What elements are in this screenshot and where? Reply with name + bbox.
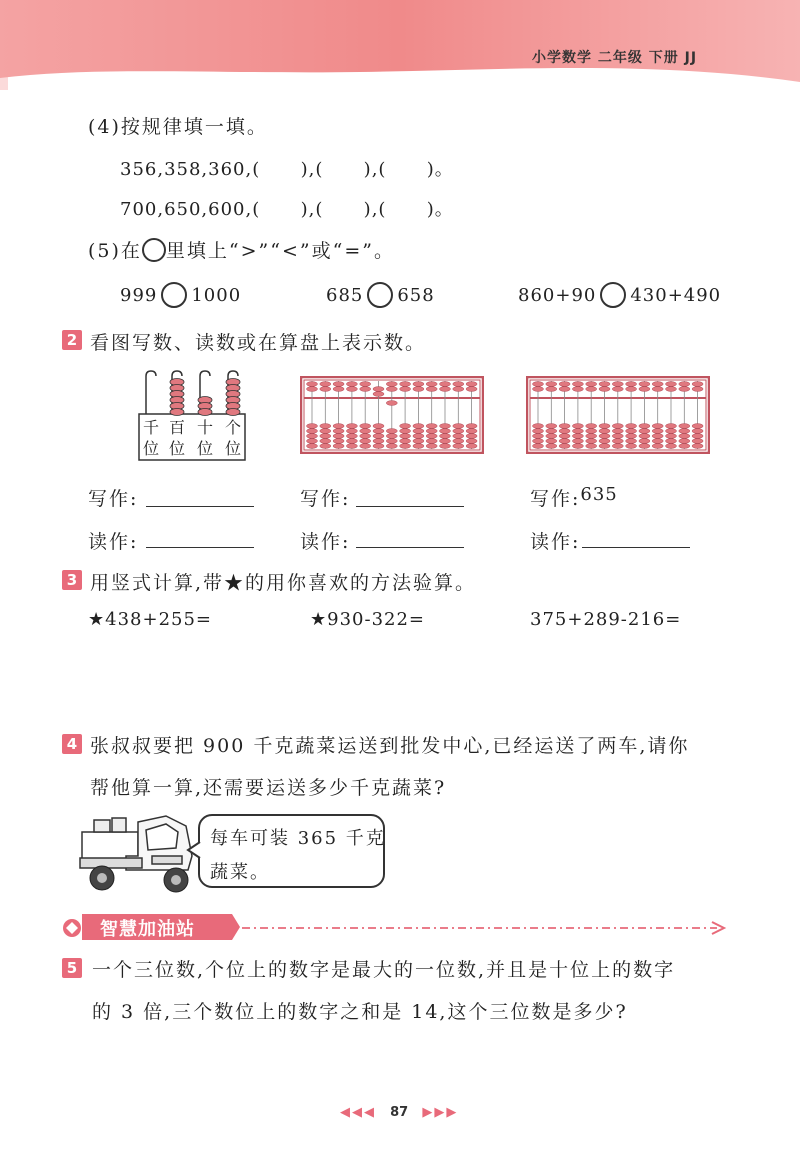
q5-sub-title-prefix: (5)在	[88, 240, 142, 262]
abacus-bead	[652, 434, 663, 439]
abacus-bead	[360, 429, 371, 434]
abacus-bead	[533, 444, 544, 449]
abacus-bead	[307, 434, 318, 439]
q4-badge: 4	[62, 734, 82, 754]
abacus-bead	[400, 429, 411, 434]
abacus-bead	[533, 387, 544, 392]
abacus-bead	[652, 424, 663, 429]
abacus-bead	[639, 434, 650, 439]
abacus-bead	[533, 439, 544, 444]
footer	[340, 1105, 458, 1120]
abacus-bead	[426, 429, 437, 434]
abacus-bead	[413, 444, 424, 449]
abacus-bead	[413, 424, 424, 429]
abacus-bead	[586, 424, 597, 429]
abacus-bead	[626, 387, 637, 392]
abacus-label: 位	[142, 439, 160, 458]
compare-right: 658	[397, 284, 435, 306]
read-label-2: 读作:	[300, 531, 351, 553]
abacus-bead	[440, 424, 451, 429]
abacus-bead	[679, 439, 690, 444]
abacus-bead	[320, 439, 331, 444]
read-blank-2[interactable]	[356, 546, 464, 548]
abacus-bead	[373, 392, 384, 397]
abacus-bead	[599, 382, 610, 387]
abacus-bead	[572, 424, 583, 429]
abacus-bead	[586, 439, 597, 444]
abacus-bead	[453, 387, 464, 392]
abacus-bead	[533, 382, 544, 387]
abacus-bead	[346, 424, 357, 429]
abacus-bead	[599, 387, 610, 392]
abacus-bead	[426, 382, 437, 387]
compare-item-1	[120, 282, 241, 308]
read-blank-1[interactable]	[146, 546, 254, 548]
abacus-label: 个	[224, 418, 242, 437]
read-label-1: 读作:	[88, 531, 139, 553]
abacus-bead	[307, 387, 318, 392]
abacus-bead	[679, 434, 690, 439]
abacus-bead	[453, 434, 464, 439]
abacus-bead	[307, 439, 318, 444]
abacus-bead	[546, 444, 557, 449]
header-title: 小学数学 二年级 下册 JJ	[532, 50, 698, 66]
abacus-bead	[400, 439, 411, 444]
section-title: 智慧加油站	[100, 919, 195, 940]
abacus-bead	[426, 387, 437, 392]
abacus-bead	[586, 382, 597, 387]
abacus-label: 十	[196, 418, 214, 437]
abacus-bead	[599, 444, 610, 449]
abacus-bead	[440, 444, 451, 449]
abacus-bead	[466, 444, 477, 449]
q5-sub-title-suffix: 里填上“>”“<”或“=”。	[165, 240, 395, 262]
abacus-bead	[666, 444, 677, 449]
abacus-bead	[307, 429, 318, 434]
abacus-bead	[666, 434, 677, 439]
abacus-bead	[386, 401, 397, 406]
abacus-bead	[572, 429, 583, 434]
abacus-bead	[692, 429, 703, 434]
abacus-bead	[453, 424, 464, 429]
abacus-bead	[666, 429, 677, 434]
abacus-bead	[639, 444, 650, 449]
abacus-bead	[333, 429, 344, 434]
page-number: 87	[390, 1105, 409, 1120]
abacus-bead	[386, 439, 397, 444]
abacus-bead	[546, 382, 557, 387]
abacus-bead	[426, 444, 437, 449]
abacus-bead	[400, 387, 411, 392]
abacus-label: 千	[142, 418, 160, 437]
q5-line-1: 一个三位数,个位上的数字是最大的一位数,并且是十位上的数字	[92, 959, 676, 981]
abacus-bead	[572, 444, 583, 449]
abacus-label: 位	[196, 439, 214, 458]
abacus-bead	[666, 424, 677, 429]
abacus-bead	[546, 429, 557, 434]
abacus-bead	[692, 439, 703, 444]
write-label-3: 写作:	[530, 488, 581, 510]
bubble-line-1: 每车可装 365 千克	[210, 828, 386, 849]
abacus-bead	[599, 429, 610, 434]
write-value-3: 635	[580, 484, 618, 505]
abacus-bead	[679, 382, 690, 387]
abacus-bead	[586, 387, 597, 392]
abacus-bead	[626, 424, 637, 429]
abacus-bead	[679, 387, 690, 392]
abacus-bead	[559, 439, 570, 444]
abacus-bead	[320, 429, 331, 434]
abacus-bead	[466, 387, 477, 392]
calc-item-3: 375+289-216=	[530, 609, 682, 630]
abacus-bead	[612, 444, 623, 449]
footer-right-arrows-icon: ▶▶▶	[422, 1105, 459, 1120]
abacus-bead	[413, 382, 424, 387]
abacus-bead	[373, 429, 384, 434]
abacus-bead	[652, 439, 663, 444]
abacus-bead	[572, 434, 583, 439]
abacus-bead	[652, 429, 663, 434]
q4-line-2: 帮他算一算,还需要运送多少千克蔬菜?	[90, 777, 447, 799]
abacus-bead	[692, 424, 703, 429]
abacus-bead	[612, 387, 623, 392]
abacus-bead	[307, 382, 318, 387]
abacus-bead	[386, 434, 397, 439]
write-label-1: 写作:	[88, 488, 139, 510]
abacus-bead	[440, 439, 451, 444]
abacus-bead	[426, 439, 437, 444]
abacus-bead	[426, 434, 437, 439]
abacus-bead	[612, 434, 623, 439]
abacus-bead	[333, 439, 344, 444]
abacus-bead	[400, 444, 411, 449]
abacus-bead	[626, 439, 637, 444]
abacus-bead	[572, 387, 583, 392]
abacus-bead	[679, 424, 690, 429]
abacus-label: 位	[224, 439, 242, 458]
abacus-bead	[333, 387, 344, 392]
abacus-bead	[386, 429, 397, 434]
abacus-bead	[373, 424, 384, 429]
write-blank-1[interactable]	[146, 505, 254, 507]
abacus-bead	[639, 429, 650, 434]
write-label-2: 写作:	[300, 488, 351, 510]
compare-circle-icon	[142, 238, 166, 262]
abacus-bead	[360, 387, 371, 392]
calc-item-1: ★438+255=	[88, 609, 213, 630]
abacus-bead	[533, 429, 544, 434]
counting-frame-icon	[138, 368, 248, 462]
write-blank-2[interactable]	[356, 505, 464, 507]
abacus-bead	[692, 444, 703, 449]
bubble-tail	[186, 840, 202, 860]
compare-circle[interactable]	[367, 282, 393, 308]
abacus-bead	[586, 444, 597, 449]
abacus-bead	[612, 424, 623, 429]
abacus-bead	[572, 439, 583, 444]
q5-sub-title	[88, 236, 395, 263]
abacus-label: 位	[168, 439, 186, 458]
abacus-bead	[679, 444, 690, 449]
abacus-bead	[599, 434, 610, 439]
abacus-label: 百	[168, 418, 186, 437]
abacus-bead	[612, 439, 623, 444]
compare-right: 1000	[191, 284, 242, 306]
abacus-bead	[400, 424, 411, 429]
abacus-bead	[466, 382, 477, 387]
compare-left: 999	[120, 284, 158, 306]
abacus-bead	[652, 382, 663, 387]
compare-left: 860+90	[518, 284, 597, 306]
compare-circle[interactable]	[600, 282, 626, 308]
footer-left-arrows-icon: ◀◀◀	[340, 1105, 376, 1120]
write-3	[530, 484, 618, 511]
read-label-3: 读作:	[530, 531, 581, 553]
abacus-bead	[533, 434, 544, 439]
abacus-bead	[413, 387, 424, 392]
abacus-bead	[320, 444, 331, 449]
abacus-bead	[572, 382, 583, 387]
abacus-bead	[346, 439, 357, 444]
abacus-bead	[612, 429, 623, 434]
abacus-bead	[692, 434, 703, 439]
abacus-bead	[373, 387, 384, 392]
abacus-bead	[333, 444, 344, 449]
compare-right: 430+490	[630, 284, 722, 306]
abacus-bead	[652, 444, 663, 449]
abacus-bead	[453, 429, 464, 434]
abacus-bead	[626, 434, 637, 439]
abacus-bead	[639, 424, 650, 429]
abacus-bead	[599, 424, 610, 429]
abacus-bead	[466, 434, 477, 439]
abacus-bead	[440, 429, 451, 434]
abacus-bead	[639, 382, 650, 387]
abacus-bead	[626, 444, 637, 449]
abacus-bead	[346, 444, 357, 449]
abacus-bead	[307, 444, 318, 449]
abacus-bead	[413, 439, 424, 444]
section-banner	[62, 912, 732, 942]
abacus-bead	[666, 387, 677, 392]
abacus-bead	[453, 382, 464, 387]
abacus-bead	[373, 439, 384, 444]
pattern-row-1: 356,358,360,( ),( ),( )。	[120, 159, 454, 180]
abacus-bead	[413, 434, 424, 439]
abacus-bead	[440, 387, 451, 392]
bubble-line-2: 蔬菜。	[210, 862, 270, 883]
abacus-bead	[559, 429, 570, 434]
abacus-bead	[612, 382, 623, 387]
abacus-bead	[559, 382, 570, 387]
compare-circle[interactable]	[161, 282, 187, 308]
abacus-bead	[320, 382, 331, 387]
abacus-bead	[546, 439, 557, 444]
q3-title: 用竖式计算,带★的用你喜欢的方法验算。	[90, 572, 477, 594]
q2-badge: 2	[62, 330, 82, 350]
pattern-row-2: 700,650,600,( ),( ),( )。	[120, 199, 454, 220]
q4-line-1: 张叔叔要把 900 千克蔬菜运送到批发中心,已经运送了两车,请你	[90, 735, 690, 757]
abacus-bead	[652, 387, 663, 392]
abacus-bead	[346, 382, 357, 387]
calc-item-2: ★930-322=	[310, 609, 426, 630]
abacus-bead	[546, 387, 557, 392]
abacus-bead	[546, 424, 557, 429]
abacus-bead	[426, 424, 437, 429]
abacus-bead	[546, 434, 557, 439]
abacus-bead	[586, 429, 597, 434]
abacus-bead	[666, 382, 677, 387]
abacus-bead	[413, 429, 424, 434]
abacus-bead	[599, 439, 610, 444]
speech-bubble	[198, 814, 385, 888]
q3-badge: 3	[62, 570, 82, 590]
abacus-bead	[360, 424, 371, 429]
abacus-bead	[639, 387, 650, 392]
abacus-bead	[320, 424, 331, 429]
abacus-bead	[559, 444, 570, 449]
abacus-bead	[360, 444, 371, 449]
truck-icon	[66, 812, 206, 896]
abacus-3-icon	[526, 376, 710, 454]
abacus-bead	[666, 439, 677, 444]
abacus-bead	[360, 382, 371, 387]
abacus-bead	[453, 439, 464, 444]
q5-badge: 5	[62, 958, 82, 978]
abacus-bead	[692, 387, 703, 392]
abacus-bead	[639, 439, 650, 444]
abacus-bead	[400, 434, 411, 439]
header-band	[0, 0, 800, 90]
abacus-bead	[346, 429, 357, 434]
abacus-bead	[360, 434, 371, 439]
abacus-bead	[346, 387, 357, 392]
abacus-bead	[386, 382, 397, 387]
q5-line-2: 的 3 倍,三个数位上的数字之和是 14,这个三位数是多少?	[92, 1001, 628, 1023]
compare-left: 685	[326, 284, 364, 306]
abacus-bead	[440, 434, 451, 439]
q4-sub-title: (4)按规律填一填。	[88, 116, 268, 138]
abacus-bead	[307, 424, 318, 429]
read-blank-3[interactable]	[582, 546, 690, 548]
abacus-bead	[320, 434, 331, 439]
abacus-bead	[533, 424, 544, 429]
abacus-bead	[386, 387, 397, 392]
abacus-bead	[333, 382, 344, 387]
abacus-bead	[679, 429, 690, 434]
abacus-bead	[559, 387, 570, 392]
abacus-bead	[440, 382, 451, 387]
abacus-bead	[453, 444, 464, 449]
abacus-bead	[400, 382, 411, 387]
abacus-bead	[466, 429, 477, 434]
abacus-bead	[466, 439, 477, 444]
abacus-bead	[360, 439, 371, 444]
abacus-bead	[346, 434, 357, 439]
q2-title: 看图写数、读数或在算盘上表示数。	[90, 332, 427, 354]
abacus-bead	[692, 382, 703, 387]
compare-item-2	[326, 282, 435, 308]
abacus-bead	[320, 387, 331, 392]
abacus-bead	[559, 434, 570, 439]
abacus-2-icon	[300, 376, 484, 454]
abacus-bead	[333, 424, 344, 429]
abacus-bead	[373, 434, 384, 439]
compare-item-3	[518, 282, 721, 308]
abacus-bead	[333, 434, 344, 439]
abacus-bead	[466, 424, 477, 429]
abacus-bead	[386, 444, 397, 449]
abacus-bead	[626, 382, 637, 387]
abacus-bead	[559, 424, 570, 429]
abacus-bead	[373, 444, 384, 449]
abacus-bead	[586, 434, 597, 439]
abacus-bead	[626, 429, 637, 434]
